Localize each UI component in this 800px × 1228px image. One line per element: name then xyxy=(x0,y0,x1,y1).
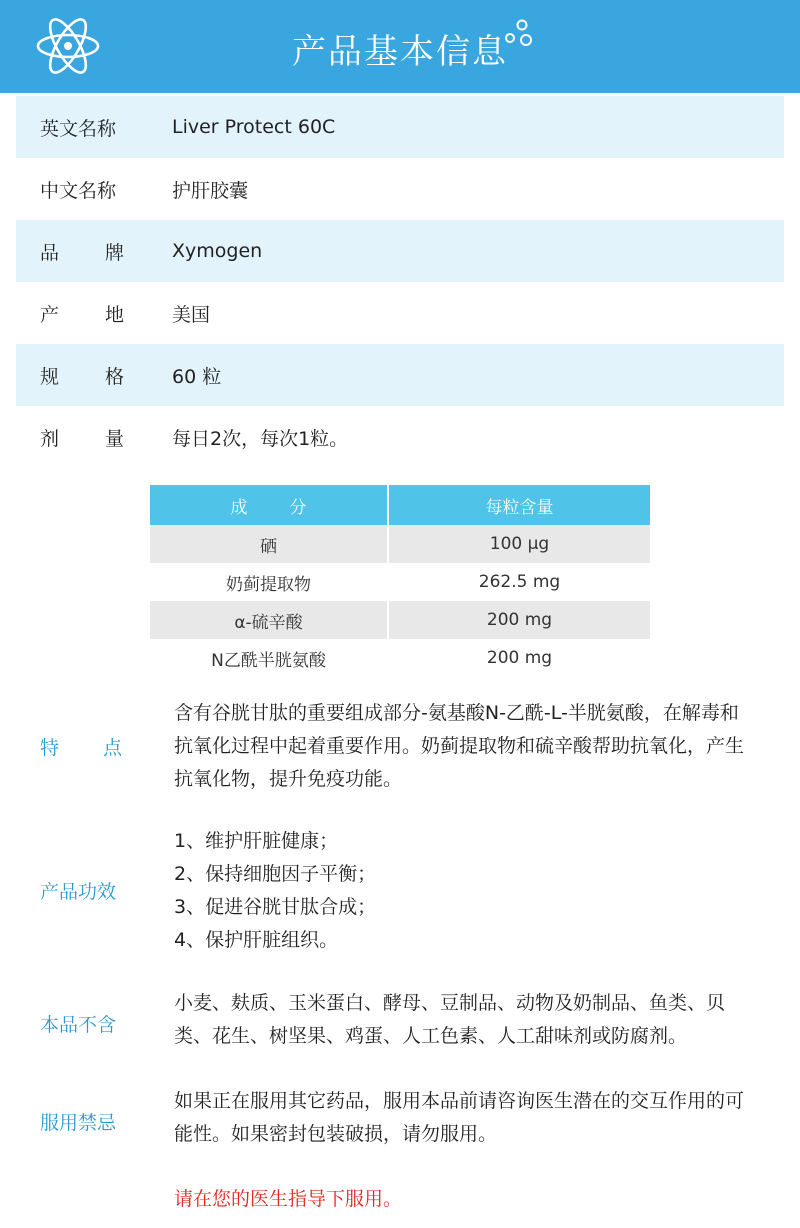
label-char: 量 xyxy=(104,427,124,450)
table-row xyxy=(150,563,650,601)
label-char: 剂 xyxy=(40,427,60,450)
info-value: 美国 xyxy=(172,303,211,326)
effects-list xyxy=(174,825,754,957)
contraindications-label: 服用禁忌 xyxy=(40,1112,117,1134)
features-label xyxy=(40,733,122,760)
excludes-text: 小麦、麸质、玉米蛋白、酵母、豆制品、动物及奶制品、鱼类、贝类、花生、树坚果、鸡蛋、人工色素、人工甜味剂或防腐剂。 xyxy=(174,992,726,1047)
info-label xyxy=(40,238,124,265)
info-row-brand xyxy=(16,220,784,282)
info-label xyxy=(40,300,124,327)
info-table xyxy=(16,96,784,468)
table-row xyxy=(150,601,650,639)
page-title: 产品基本信息 xyxy=(292,32,508,72)
ingredient-amount: 200 mg xyxy=(388,639,650,677)
list-item: 1、维护肝脏健康； xyxy=(174,830,339,852)
label-char: 品 xyxy=(40,241,60,264)
page-header xyxy=(0,0,800,93)
doctor-warning: 请在您的医生指导下服用。 xyxy=(174,1188,403,1210)
info-row-chinese-name xyxy=(16,158,784,220)
features-text: 含有谷胱甘肽的重要组成部分-氨基酸N-乙酰-L-半胱氨酸，在解毒和抗氧化过程中起着重要作用。奶蓟提取物和硫辛酸帮助抗氧化，产生抗氧化物，提升免疫功能。 xyxy=(174,702,745,790)
contraindications-text: 如果正在服用其它药品，服用本品前请咨询医生潜在的交互作用的可能性。如果密封包装破损，请勿服用。 xyxy=(174,1090,745,1145)
info-row-dosage xyxy=(16,406,784,468)
info-label: 英文名称 xyxy=(40,117,117,140)
ingredients-header-row xyxy=(150,485,650,525)
info-value: 每日2次，每次1粒。 xyxy=(172,427,349,450)
bubbles-icon xyxy=(500,18,534,48)
excludes-label: 本品不含 xyxy=(40,1014,117,1036)
ingredient-amount: 100 μg xyxy=(388,525,650,563)
ingredient-name: 奶蓟提取物 xyxy=(150,563,388,601)
ingredient-name: N乙酰半胱氨酸 xyxy=(150,639,388,677)
info-row-origin xyxy=(16,282,784,344)
info-value: Xymogen xyxy=(172,240,263,262)
ingredients-header-name: 成分 xyxy=(150,485,388,525)
effects-label: 产品功效 xyxy=(40,881,117,903)
info-value: 60 粒 xyxy=(172,365,222,388)
list-item: 4、保护肝脏组织。 xyxy=(174,929,339,951)
label-char: 地 xyxy=(104,303,124,326)
ingredient-name: 硒 xyxy=(150,525,388,563)
label-char: 牌 xyxy=(104,241,124,264)
table-row xyxy=(150,525,650,563)
info-label xyxy=(40,362,124,389)
info-value: 护肝胶囊 xyxy=(172,179,249,202)
ingredient-amount: 200 mg xyxy=(388,601,650,639)
label-char: 点 xyxy=(102,737,122,759)
table-row xyxy=(150,639,650,677)
ingredient-amount: 262.5 mg xyxy=(388,563,650,601)
ingredients-table xyxy=(150,485,650,677)
info-label xyxy=(40,424,124,451)
ingredients-header-amount: 每粒含量 xyxy=(388,485,650,525)
list-item: 3、促进谷胱甘肽合成； xyxy=(174,896,377,918)
list-item: 2、保持细胞因子平衡； xyxy=(174,863,377,885)
label-char: 特 xyxy=(40,737,60,759)
label-char: 产 xyxy=(40,303,60,326)
info-row-english-name xyxy=(16,96,784,158)
info-row-spec xyxy=(16,344,784,406)
label-char: 格 xyxy=(104,365,124,388)
info-value: Liver Protect 60C xyxy=(172,116,336,138)
label-char: 规 xyxy=(40,365,60,388)
info-label: 中文名称 xyxy=(40,179,117,202)
ingredient-name: α-硫辛酸 xyxy=(150,601,388,639)
